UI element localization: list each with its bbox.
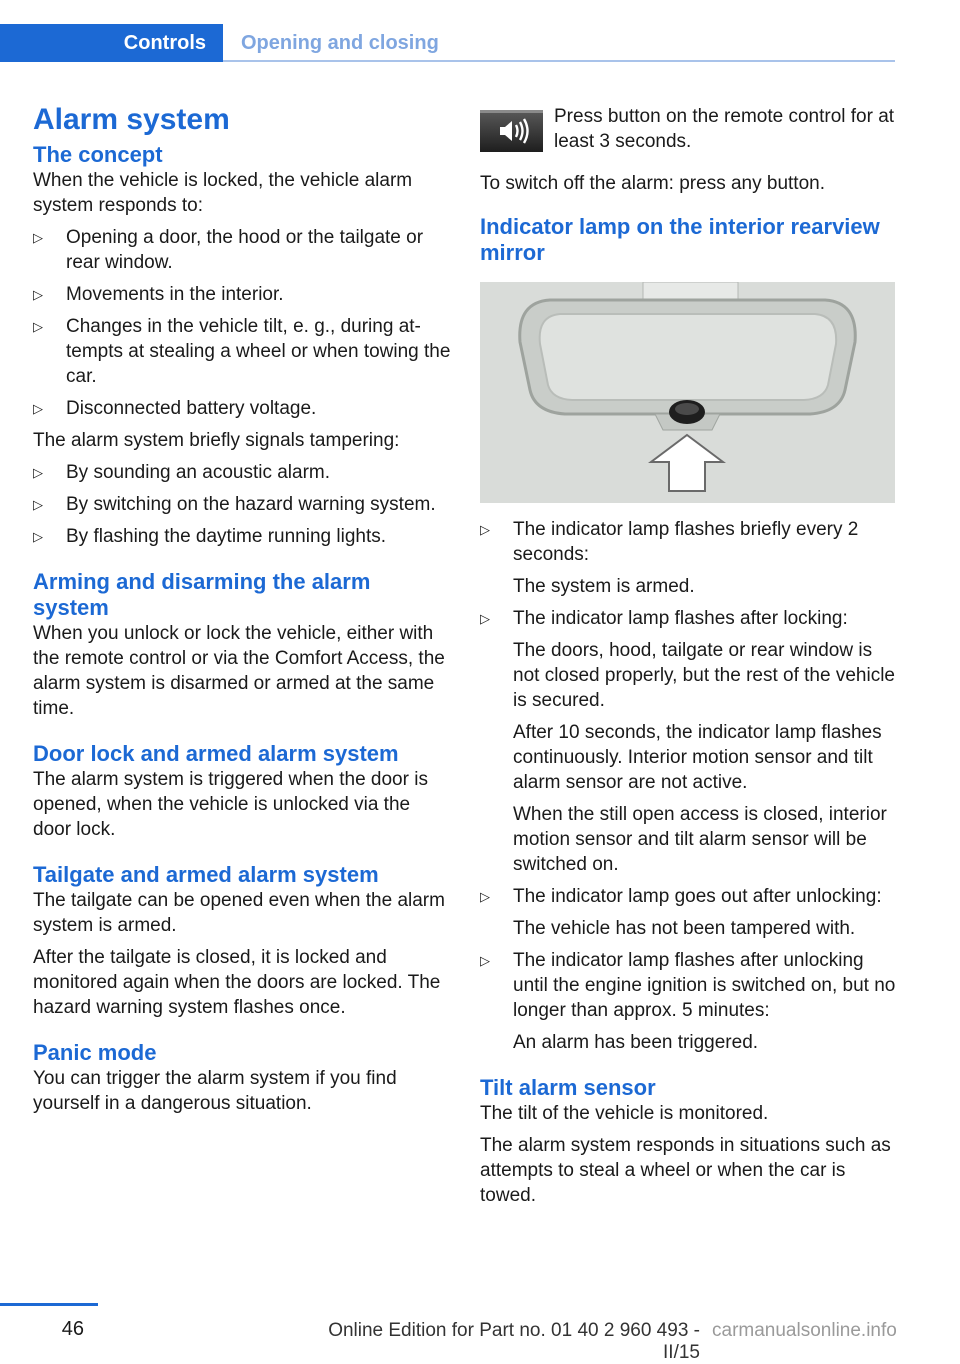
bullet-triangle-icon: ▷ [33, 287, 43, 302]
bullet-triangle-icon: ▷ [480, 889, 490, 904]
watermark: carmanualsonline.info [712, 1320, 897, 1341]
tailgate-text-2: After the tailgate is closed, it is locked and monitored again when the doors are locked. The hazard warning system flashes once. [33, 947, 441, 1018]
indicator-list [480, 517, 896, 1055]
list-item: ▷ Disconnected battery voltage. [33, 398, 317, 419]
remote-text: Press button on the remote control for at least 3 seconds. [554, 106, 895, 152]
bullet-triangle-icon: ▷ [480, 953, 490, 968]
footer-divider [0, 1303, 98, 1306]
doorlock-text: The alarm system is triggered when the door is opened, when the vehicle is unlocked via the door lock. [33, 769, 428, 840]
doorlock-heading: Door lock and armed alarm system [33, 741, 399, 766]
list-item: ▷ Changes in the vehicle tilt, e. g., during attempts at stealing a wheel or when towing the car. [33, 316, 451, 387]
header-subsection-tab: Opening and closing [241, 32, 439, 54]
arming-text: When you unlock or lock the vehicle, either with the remote control or via the Comfort Access, the alarm system is disarmed or armed at the same time. [33, 623, 445, 719]
list-item: ▷ The indicator lamp goes out after unlocking: The vehicle has not been tampered with. [480, 886, 882, 939]
tilt-text-1: The tilt of the vehicle is monitored. [480, 1103, 769, 1124]
panic-heading: Panic mode [33, 1040, 157, 1065]
list-item: ▷ By switching on the hazard warning system. [33, 494, 436, 515]
speaker-sound-icon [480, 110, 543, 152]
indicator-heading: Indicator lamp on the interior rearview mirror [480, 214, 880, 265]
bullet-triangle-icon: ▷ [33, 497, 43, 512]
concept-intro: When the vehicle is locked, the vehicle alarm system responds to: [33, 170, 413, 216]
panic-text: You can trigger the alarm system if you find yourself in a dangerous situation. [33, 1068, 397, 1114]
bullet-triangle-icon: ▷ [480, 522, 490, 537]
page-number: 46 [61, 1318, 84, 1340]
list-item: ▷ The indicator lamp flashes after locking: The doors, hood, tailgate or rear window is not closed properly, but the rest of the vehicle is secured. After 10 seconds, the indicator lamp flashes continuously. Interior motion sensor and tilt alarm sensor are not active. When the still open access is closed, interior motion sensor and tilt alarm sensor will be switched on. [480, 608, 895, 875]
left-column [33, 102, 451, 1123]
header-divider [223, 60, 895, 62]
switch-off-text: To switch off the alarm: press any button. [480, 173, 825, 194]
bullet-triangle-icon: ▷ [33, 230, 43, 245]
list-item: ▷ The indicator lamp flashes after unlocking until the engine ignition is switched on, but no longer than approx. 5 minutes: An alarm has been triggered. [480, 950, 896, 1053]
right-column [480, 104, 896, 1215]
bullet-triangle-icon: ▷ [33, 529, 43, 544]
signals-list [33, 460, 451, 549]
tilt-heading: Tilt alarm sensor [480, 1075, 656, 1100]
list-item: ▷ Opening a door, the hood or the tailgate or rear window. [33, 227, 424, 273]
arming-heading: Arming and disarming the alarm system [33, 569, 371, 620]
tailgate-text-1: The tailgate can be opened even when the alarm system is armed. [33, 890, 445, 936]
list-item: ▷ Movements in the interior. [33, 284, 284, 305]
bullet-triangle-icon: ▷ [480, 611, 490, 626]
bullet-triangle-icon: ▷ [33, 465, 43, 480]
page-title: Alarm system [33, 103, 230, 136]
bullet-triangle-icon: ▷ [33, 401, 43, 416]
edition-info: Online Edition for Part no. 01 40 2 960 493 - II/15 [328, 1320, 700, 1363]
tailgate-heading: Tailgate and armed alarm system [33, 862, 379, 887]
remote-button-row [480, 104, 896, 160]
bullet-triangle-icon: ▷ [33, 319, 43, 334]
concept-heading: The concept [33, 142, 163, 167]
responds-list [33, 225, 451, 421]
rearview-mirror-figure [480, 282, 895, 503]
signals-intro: The alarm system briefly signals tampering: [33, 430, 400, 451]
list-item: ▷ By flashing the daytime running lights. [33, 526, 387, 547]
list-item: ▷ The indicator lamp flashes briefly every 2 seconds: The system is armed. [480, 519, 859, 597]
tilt-text-2: The alarm system responds in situations such as attempts to steal a wheel or when the car is towed. [480, 1135, 891, 1206]
list-item: ▷ By sounding an acoustic alarm. [33, 462, 331, 483]
header-section-tab: Controls [0, 24, 223, 62]
